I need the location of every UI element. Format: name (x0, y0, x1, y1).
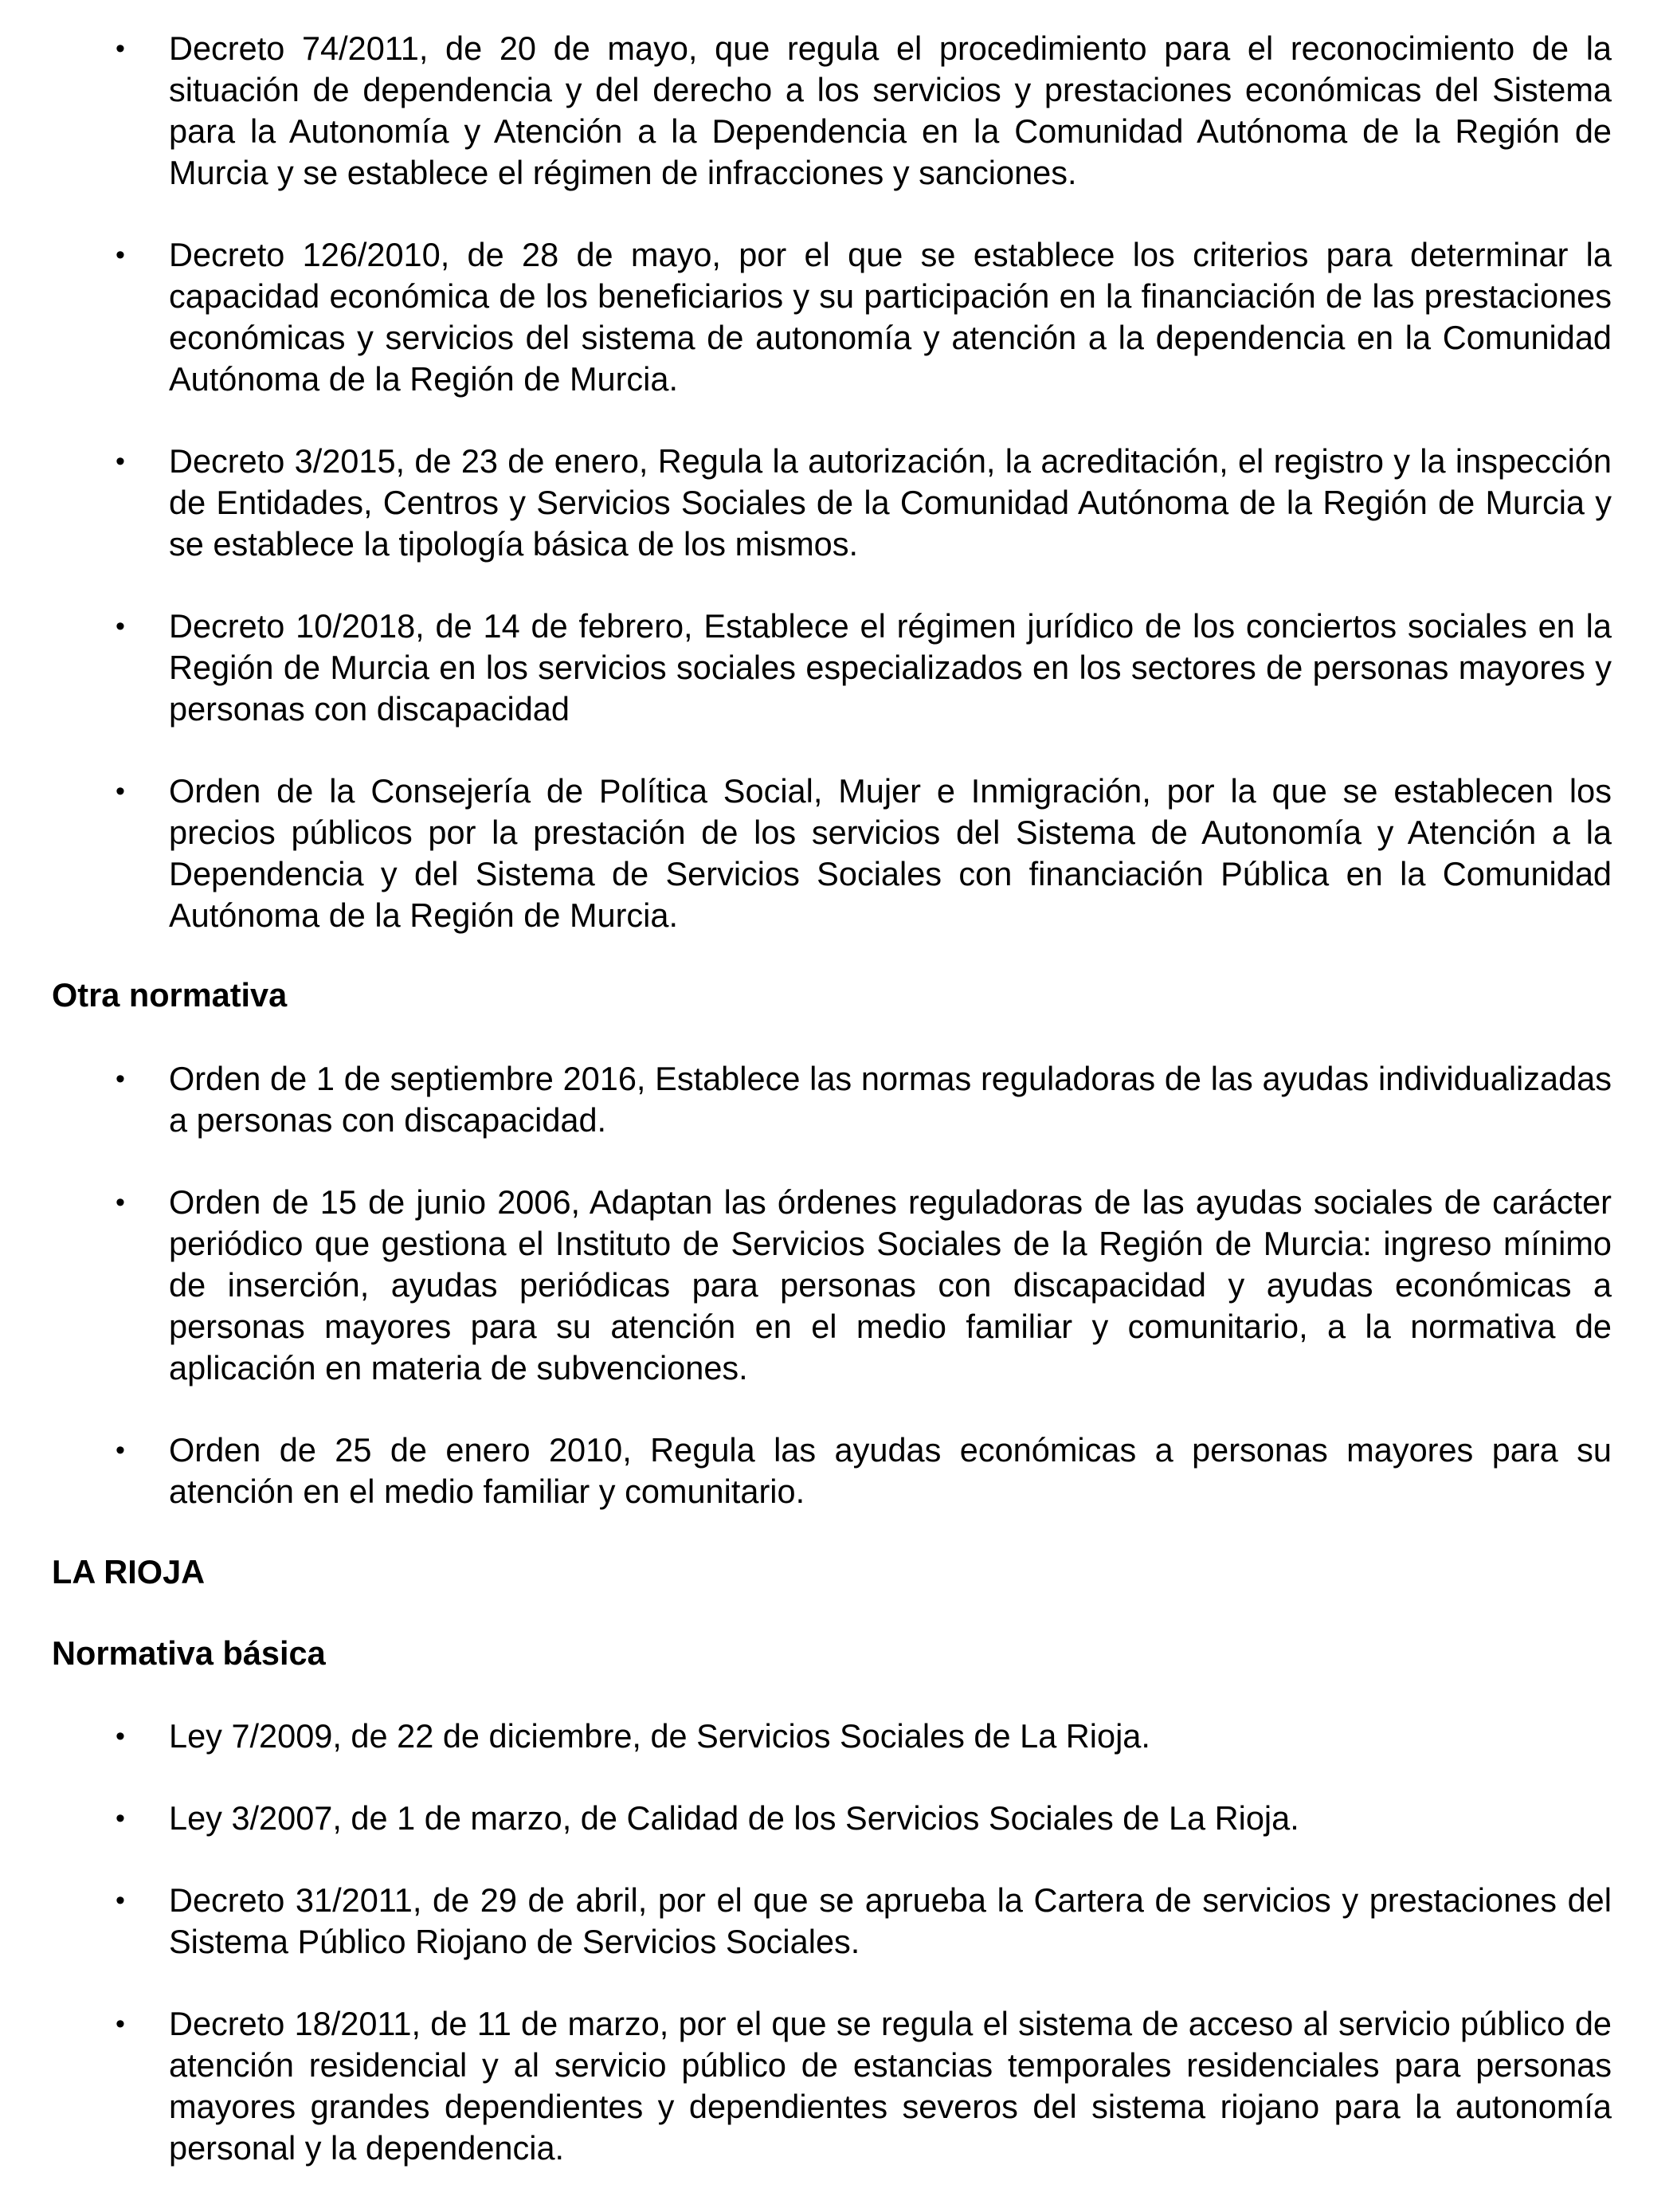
list-item-text: Decreto 31/2011, de 29 de abril, por el que se aprueba la Cartera de servicios y prestaciones del Sistema Público Riojano de Servicios Sociales. (169, 1881, 1612, 1960)
list-item-text: Decreto 74/2011, de 20 de mayo, que regula el procedimiento para el reconocimiento de la situación de dependencia y del derecho a los servicios y prestaciones económicas del Sistema para la Autonomía y Atención a la Dependencia en la Comunidad Autónoma de la Región de Murcia y se establece el régimen de infracciones y sanciones. (169, 29, 1612, 191)
bullet-icon: • (116, 1187, 125, 1218)
list-item-text: Decreto 3/2015, de 23 de enero, Regula la autorización, la acreditación, el registro y la inspección de Entidades, Centros y Servicios Sociales de la Comunidad Autónoma de la Región de Murcia y se establece la tipología básica de los mismos. (169, 442, 1612, 563)
bullet-icon: • (116, 1803, 125, 1834)
list-item-text: Decreto 18/2011, de 11 de marzo, por el que se regula el sistema de acceso al servicio público de atención residencial y al servicio público de estancias temporales residenciales para personas mayores grandes dependientes y dependientes severos del sistema riojano para la autonomía personal y la dependencia. (169, 2005, 1612, 2167)
bullet-icon: • (116, 776, 125, 806)
list-item-text: Orden de 1 de septiembre 2016, Establece las normas reguladoras de las ayudas individualizadas a personas con discapacidad. (169, 1060, 1612, 1139)
section-heading-otra-normativa: Otra normativa (52, 976, 288, 1014)
bullet-icon: • (116, 240, 125, 270)
section-heading-la-rioja: LA RIOJA (52, 1553, 206, 1590)
subheading-normativa-basica: Normativa básica (52, 1634, 326, 1672)
bullet-icon: • (116, 611, 125, 641)
bullet-icon: • (116, 446, 125, 477)
list-item-text: Decreto 126/2010, de 28 de mayo, por el que se establece los criterios para determinar la capacidad económica de los beneficiarios y su participación en la financiación de las prestaciones económicas y servicios del sistema de autonomía y atención a la dependencia en la Comunidad Autónoma de la Región de Murcia. (169, 236, 1612, 398)
list-item-text: Ley 7/2009, de 22 de diciembre, de Servicios Sociales de La Rioja. (169, 1717, 1150, 1755)
bullet-icon: • (116, 1435, 125, 1465)
list-item-text: Orden de la Consejería de Política Social, Mujer e Inmigración, por la que se establecen los precios públicos por la prestación de los servicios del Sistema de Autonomía y Atención a la Dependencia y del Sistema de Servicios Sociales con financiación Pública en la Comunidad Autónoma de la Región de Murcia. (169, 772, 1612, 934)
bullet-icon: • (116, 33, 125, 64)
list-item-text: Decreto 10/2018, de 14 de febrero, Establece el régimen jurídico de los conciertos sociales en la Región de Murcia en los servicios sociales especializados en los sectores de personas mayores y personas con discapacidad (169, 607, 1612, 728)
list-item-text: Ley 3/2007, de 1 de marzo, de Calidad de los Servicios Sociales de La Rioja. (169, 1799, 1299, 1837)
list-item-text: Orden de 25 de enero 2010, Regula las ayudas económicas a personas mayores para su atención en el medio familiar y comunitario. (169, 1431, 1612, 1510)
bullet-icon: • (116, 2009, 125, 2039)
bullet-icon: • (116, 1885, 125, 1916)
bullet-icon: • (116, 1721, 125, 1751)
bullet-icon: • (116, 1064, 125, 1094)
list-item-text: Orden de 15 de junio 2006, Adaptan las órdenes reguladoras de las ayudas sociales de carácter periódico que gestiona el Instituto de Servicios Sociales de la Región de Murcia: ingreso mínimo de inserción, ayudas periódicas para personas con discapacidad y ayudas económicas a personas mayores para su atención en el medio familiar y comunitario, a la normativa de aplicación en materia de subvenciones. (169, 1183, 1612, 1386)
